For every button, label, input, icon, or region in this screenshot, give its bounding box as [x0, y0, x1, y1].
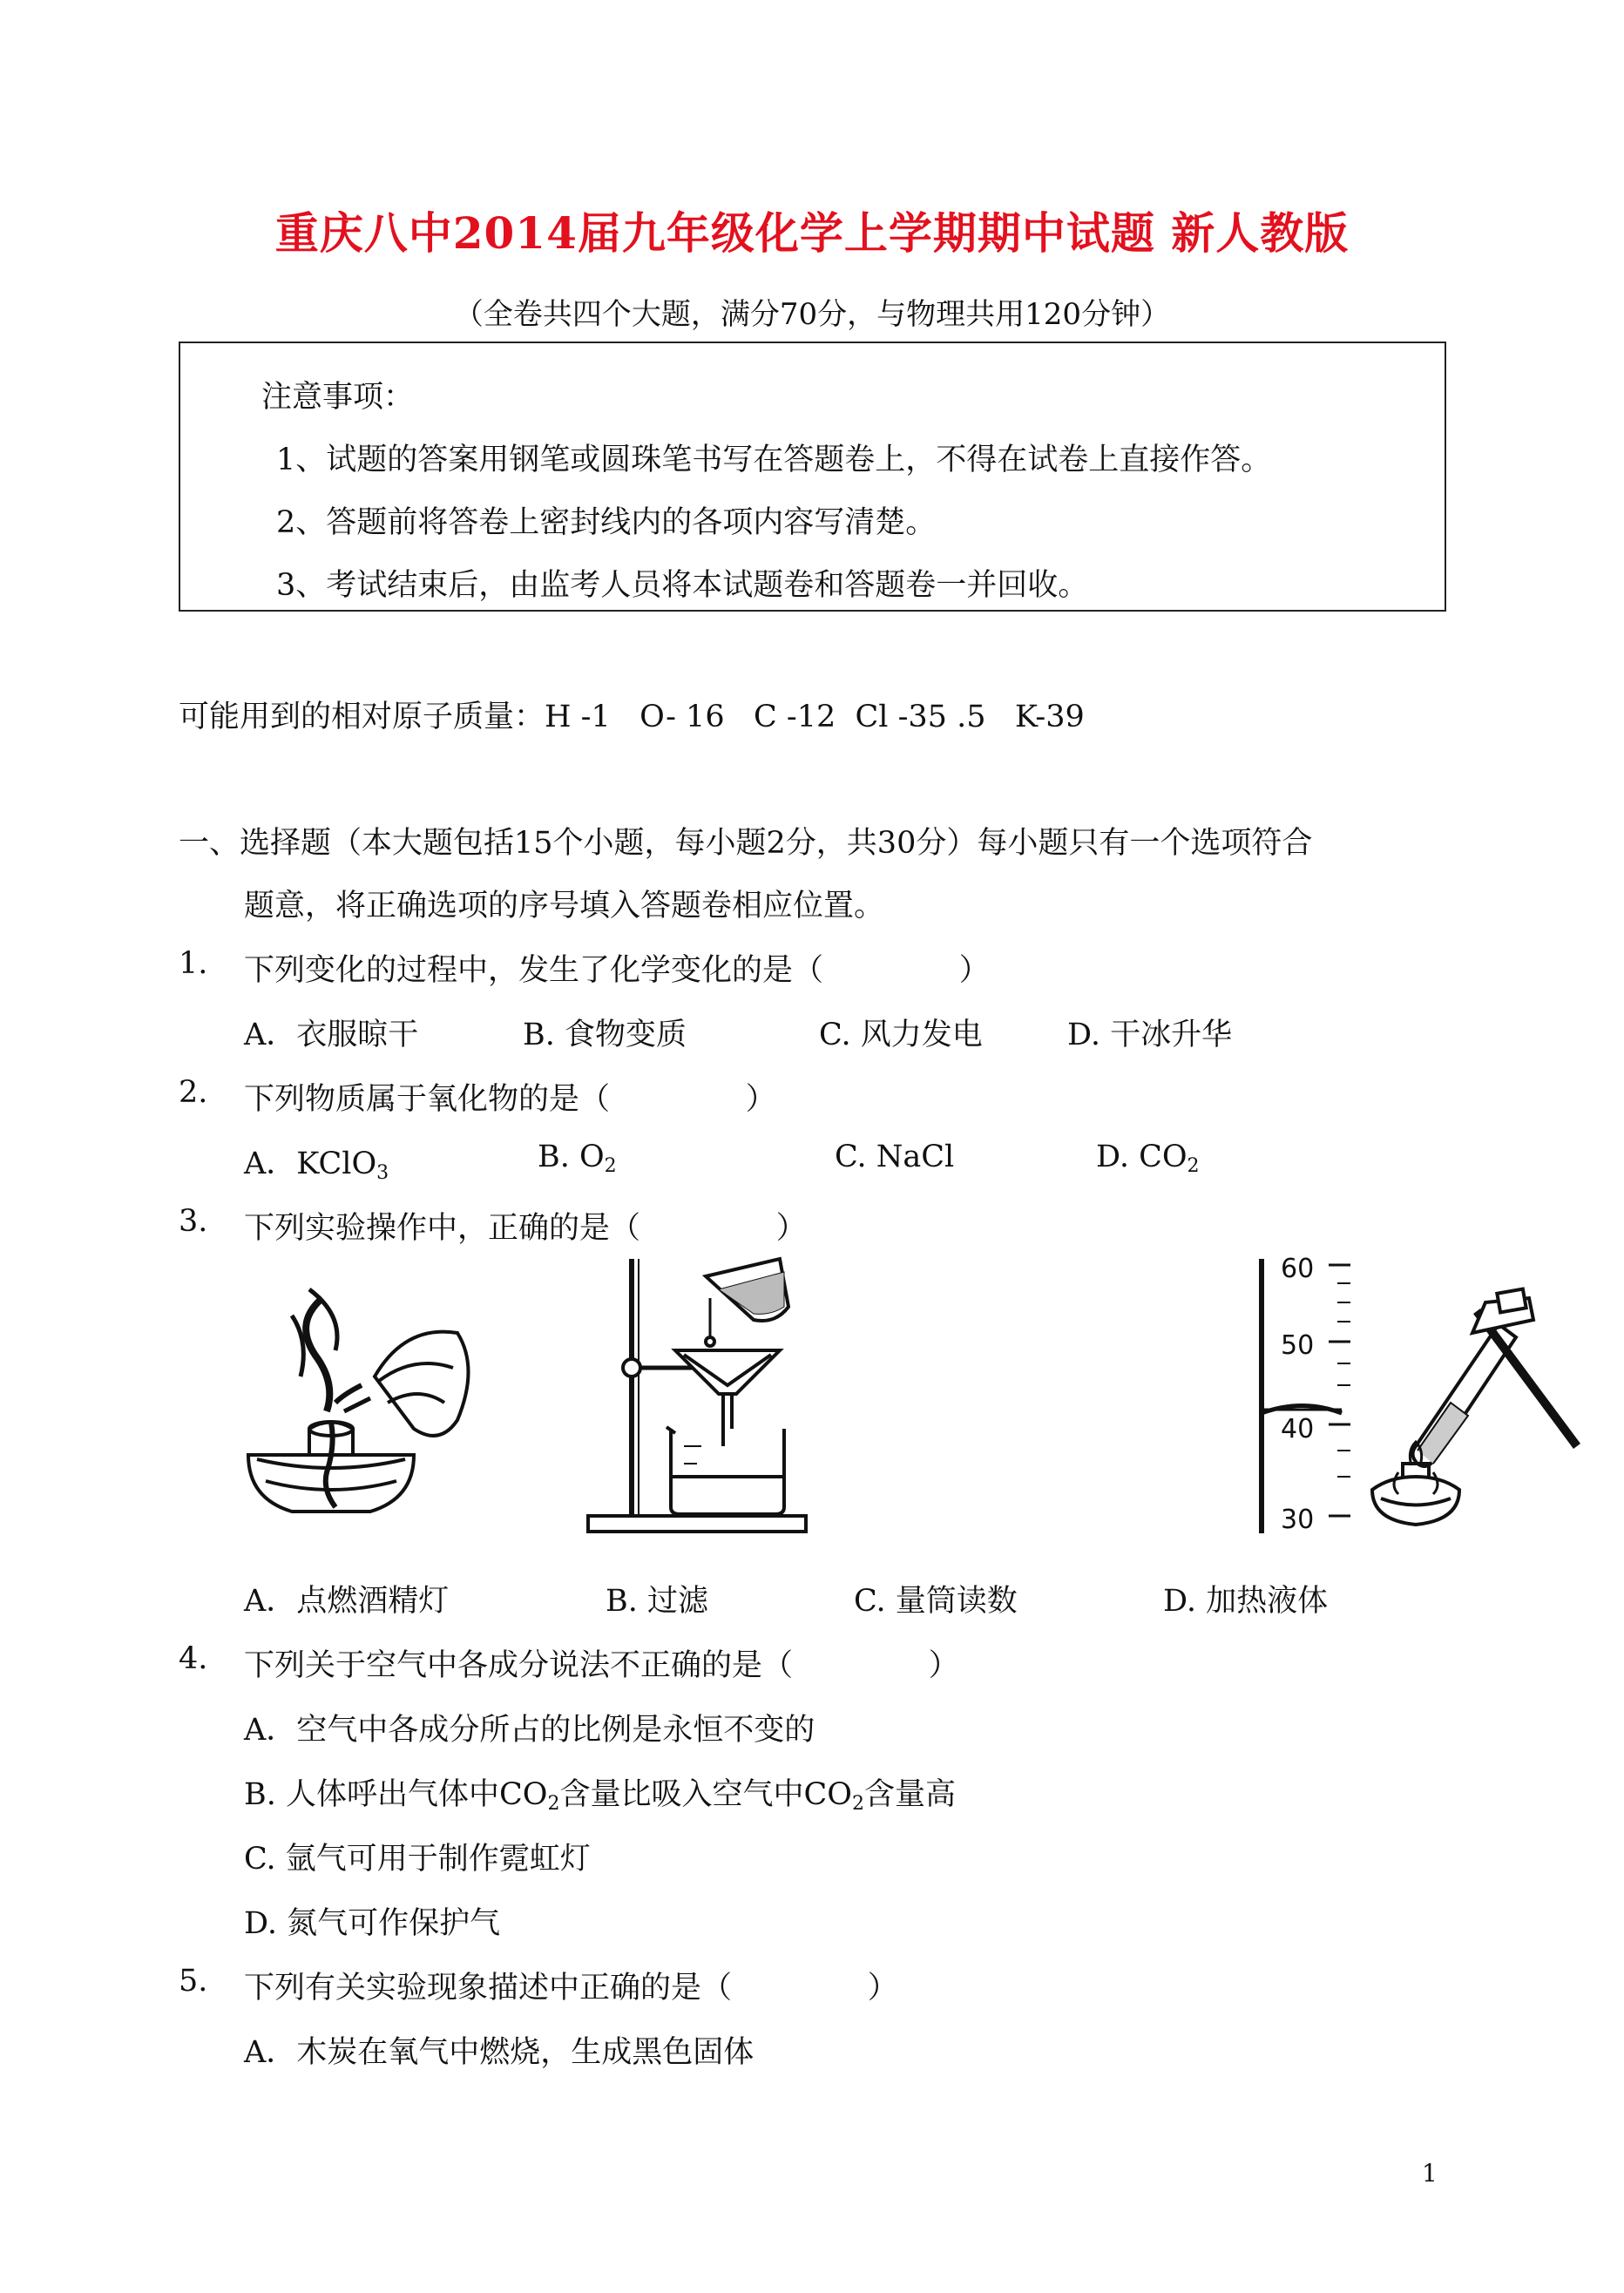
filtration-figure [579, 1255, 823, 1542]
question-number: 4. [179, 1641, 208, 1676]
option-d: D. 干冰升华 [1067, 1018, 1233, 1052]
page-title: 重庆八中2014届九年级化学上学期期中试题 新人教版 [274, 207, 1350, 259]
option-b: B. 食物变质 [523, 1018, 687, 1052]
notice-item: 1、试题的答案用钢笔或圆珠笔书写在答题卷上，不得在试卷上直接作答。 [276, 443, 1272, 477]
graduated-cylinder-figure [1255, 1255, 1368, 1542]
option-c: C. 风力发电 [819, 1018, 983, 1052]
option-d: D. 加热液体 [1163, 1584, 1329, 1619]
question-number: 5. [179, 1964, 208, 1999]
option-d: D. $CO_2$ [1096, 1140, 1200, 1177]
question-stem: 下列物质属于氧化物的是（ ） [244, 1082, 776, 1117]
notice-item: 3、考试结束后，由监考人员将本试题卷和答题卷一并回收。 [276, 568, 1089, 603]
option-b: B. 过滤 [606, 1584, 708, 1619]
notice-heading: 注意事项： [261, 380, 415, 415]
question-number: 1. [179, 946, 208, 981]
heating-liquid-figure [1363, 1272, 1590, 1533]
option-b: B. 人体呼出气体中$CO_2$含量比吸入空气中$CO_2$含量高 [244, 1777, 956, 1815]
question-stem: 下列有关实验现象描述中正确的是（ ） [244, 1971, 898, 2006]
atomic-masses: 可能用到的相对原子质量：H -1 O- 16 C -12 Cl -35 .5 K-39 [179, 700, 1085, 734]
cylinder-tick-label: 60 [1281, 1255, 1315, 1284]
option-a: A．空气中各成分所占的比例是永恒不变的 [244, 1713, 815, 1748]
notice-item: 2、答题前将答卷上密封线内的各项内容写清楚。 [276, 505, 937, 540]
page-number: 1 [1422, 2159, 1438, 2188]
option-a: A．木炭在氧气中燃烧，生成黑色固体 [244, 2035, 754, 2070]
section-heading-cont: 题意，将正确选项的序号填入答题卷相应位置。 [244, 889, 885, 923]
page-subtitle: （全卷共四个大题，满分70分，与物理共用120分钟） [453, 297, 1171, 332]
option-c: C. 氩气可用于制作霓虹灯 [244, 1842, 591, 1877]
alcohol-lamp-figure [240, 1272, 484, 1533]
cylinder-tick-label: 40 [1281, 1414, 1315, 1444]
question-number: 3. [179, 1204, 208, 1239]
cylinder-tick-marks [1329, 1265, 1350, 1516]
option-a: A．衣服晾干 [244, 1018, 419, 1052]
option-a: A．点燃酒精灯 [244, 1584, 450, 1619]
cylinder-tick-label: 30 [1281, 1505, 1315, 1535]
question-stem: 下列关于空气中各成分说法不正确的是（ ） [244, 1648, 959, 1683]
option-c: C. NaCl [835, 1140, 955, 1174]
cylinder-tick-label: 50 [1281, 1330, 1315, 1361]
question-number: 2. [179, 1075, 208, 1110]
option-c: C. 量筒读数 [854, 1584, 1018, 1619]
question-stem: 下列实验操作中，正确的是（ ） [244, 1211, 807, 1246]
question-stem: 下列变化的过程中，发生了化学变化的是（ ） [244, 953, 990, 988]
option-d: D. 氮气可作保护气 [244, 1906, 501, 1941]
section-heading: 一、选择题（本大题包括15个小题，每小题2分，共30分）每小题只有一个选项符合 [179, 826, 1313, 861]
option-b: B. $O_2$ [538, 1140, 617, 1177]
option-a: A．KClO$_3$ [244, 1146, 389, 1184]
